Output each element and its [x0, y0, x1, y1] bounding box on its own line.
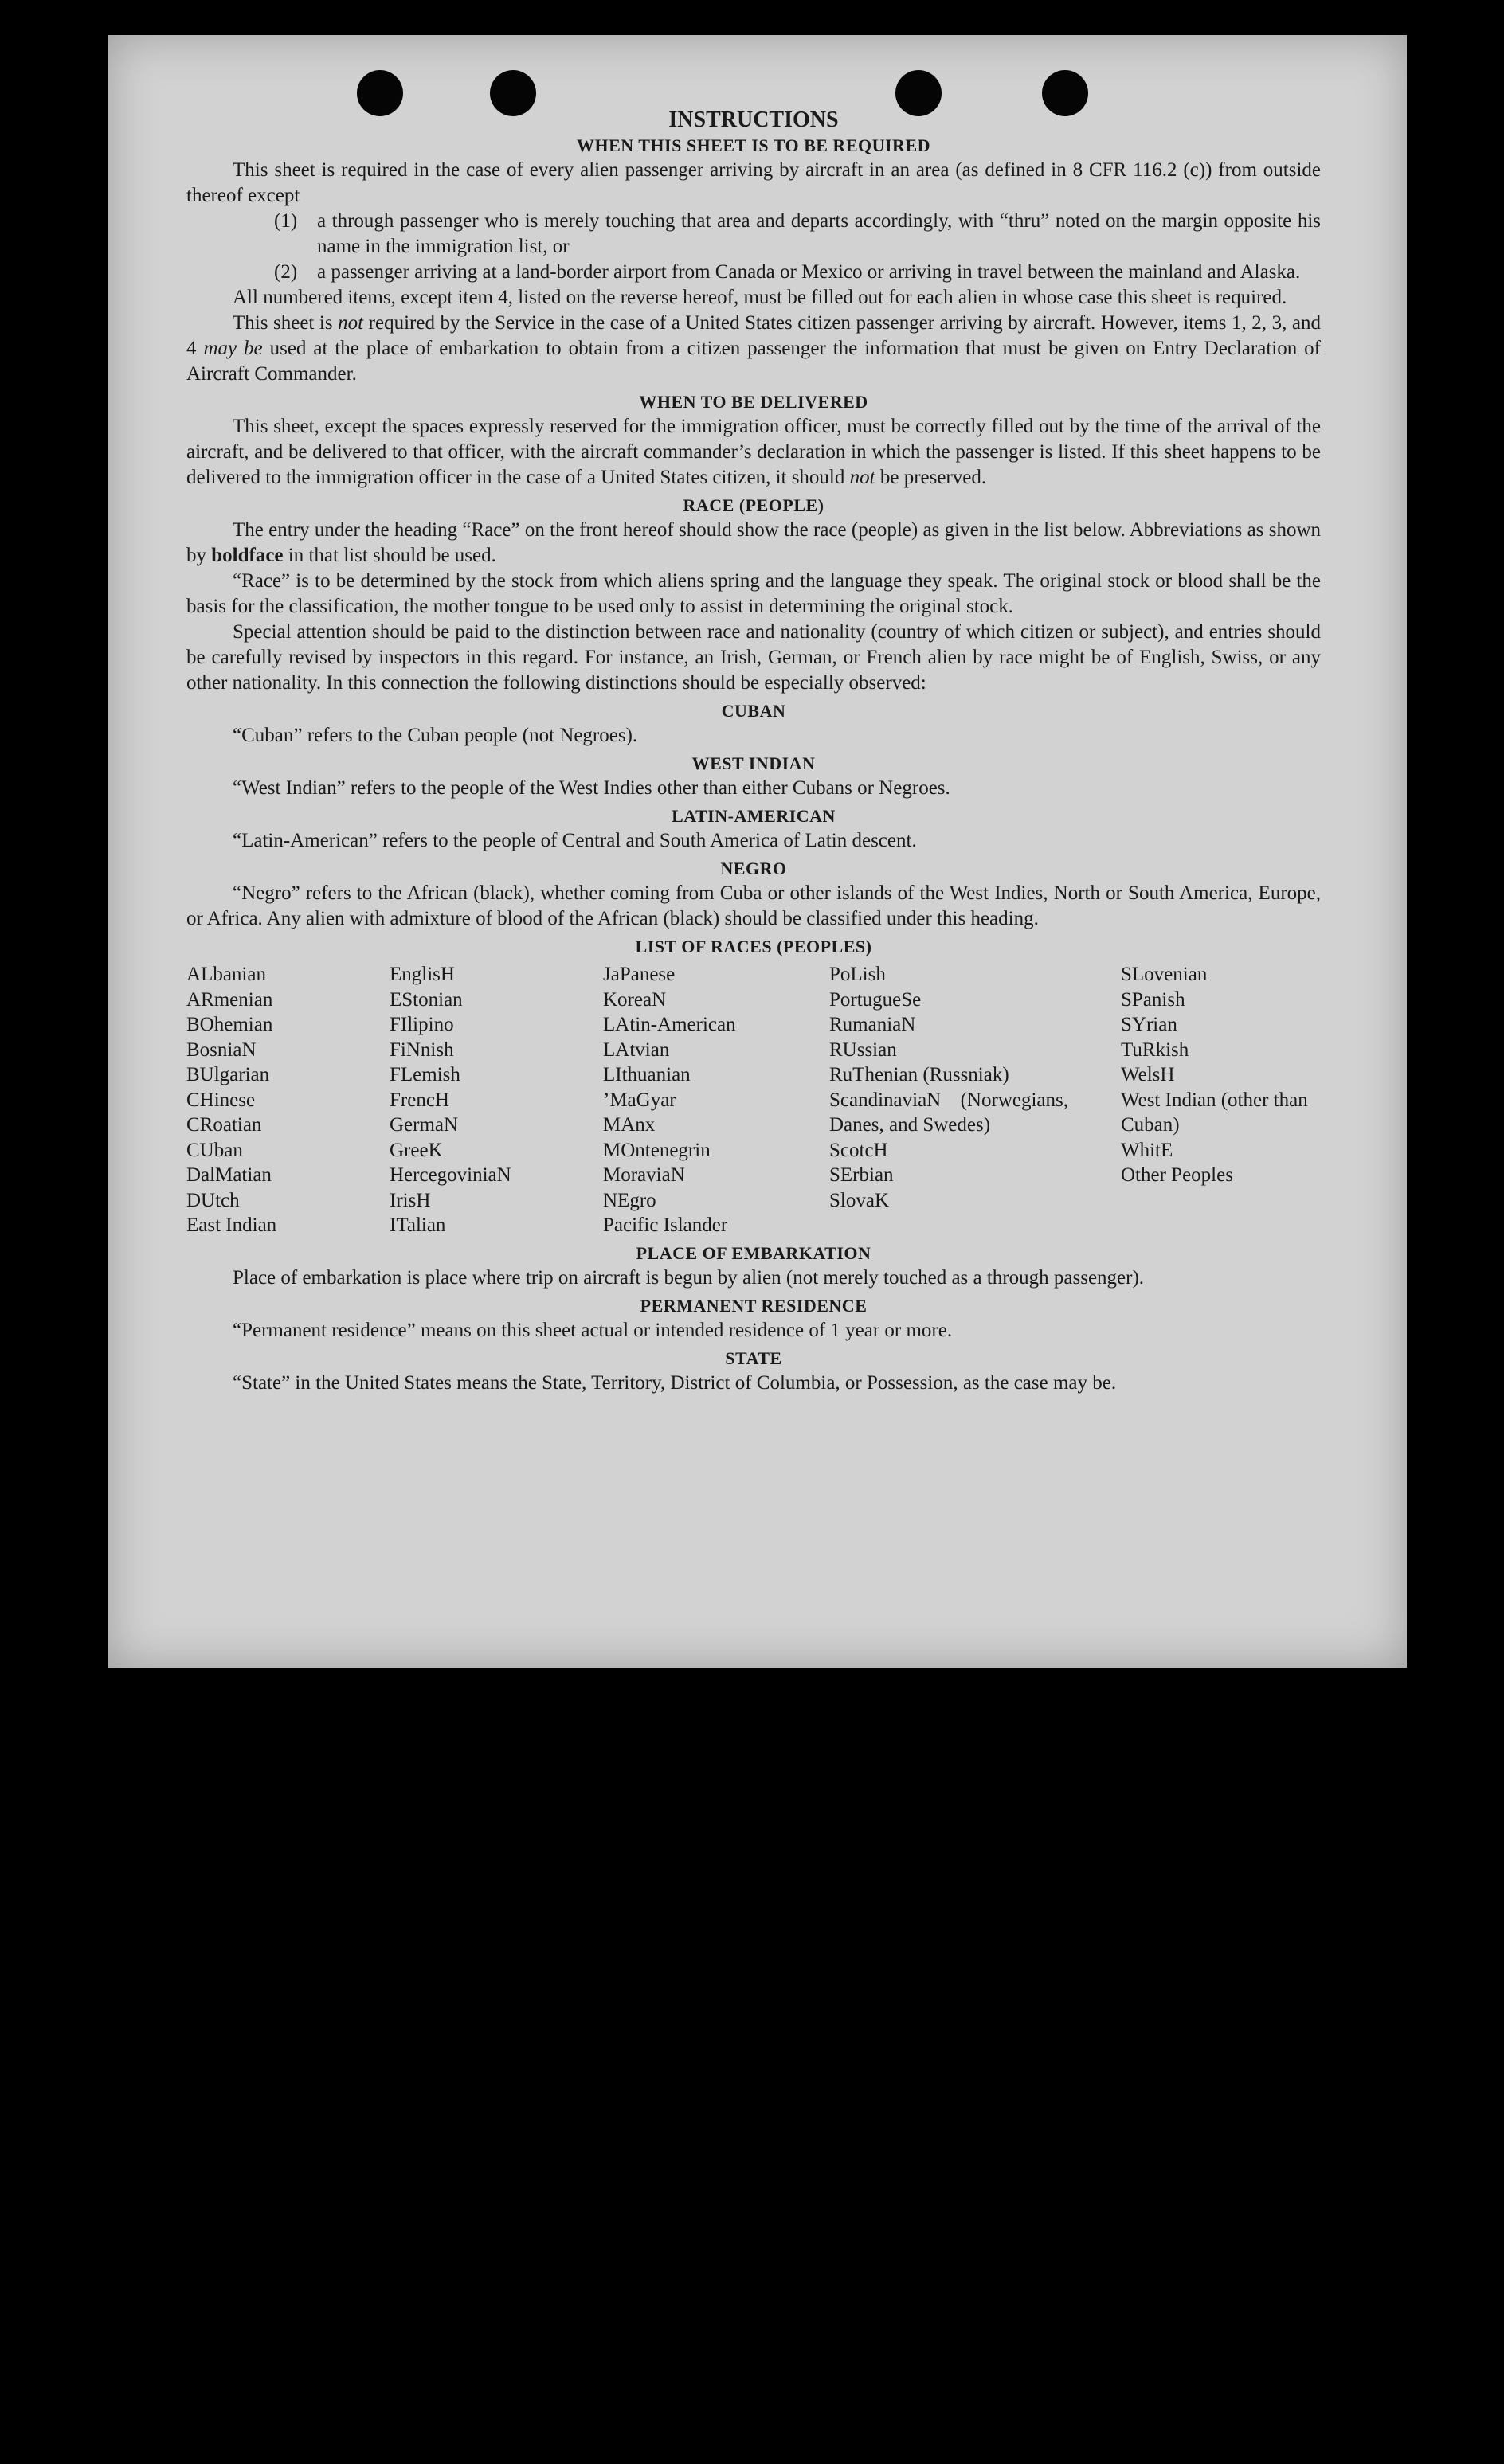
race-entry: MoraviaN [603, 1164, 685, 1186]
race-column [390, 962, 603, 1238]
race-entry: GreeK [390, 1139, 443, 1161]
race-entry: LAtvian [603, 1038, 670, 1061]
race-column [603, 962, 829, 1238]
race-column [1121, 962, 1321, 1238]
list-item [274, 209, 1321, 260]
race-column [829, 962, 1121, 1238]
race-entry: BOhemian [186, 1014, 273, 1035]
race-entry: FIlipino [390, 1014, 454, 1035]
race-entry: MAnx [603, 1114, 656, 1136]
race-entry: FLemish [390, 1064, 460, 1085]
list-number: (2) [274, 261, 298, 283]
race-entry: NEgro [603, 1189, 656, 1211]
race-entry: FrencH [390, 1089, 449, 1111]
paragraph: All numbered items, except item 4, listed on the reverse hereof, must be filled out for each alien in whose case this sheet is required. [233, 287, 1287, 308]
document-sheet [108, 35, 1407, 1668]
page-title: INSTRUCTIONS [668, 108, 839, 132]
race-entry: LAtin-American [603, 1014, 736, 1035]
text-run-bold: boldface [211, 545, 284, 566]
race-entry: SLovenian [1121, 964, 1208, 985]
race-column [186, 962, 390, 1238]
section-heading-latin-american: LATIN-AMERICAN [672, 806, 836, 826]
race-entry: PoLish [829, 964, 886, 985]
race-entry: DUtch [186, 1189, 240, 1211]
race-entry: BUlgarian [186, 1064, 270, 1085]
race-entry: Pacific Islander [603, 1214, 728, 1236]
race-entry: RumaniaN [829, 1014, 916, 1035]
race-entry: ARmenian [186, 988, 273, 1011]
section-heading-cuban: CUBAN [721, 701, 786, 721]
race-entry: ScotcH [829, 1139, 888, 1161]
text-run: This sheet, except the spaces expressly reserved for the immigration officer, must be correctly filled out by the time of the arrival of the aircraft, and be delivered to that officer, with the aircraft commander’s declaration in which the passenger is listed. If this sheet happens to be delivered to the immigration officer in the case of a United States citizen, it should [186, 416, 1321, 488]
race-entry: TuRkish [1121, 1038, 1189, 1061]
race-entry: WhitE [1121, 1139, 1173, 1161]
paragraph [186, 311, 1321, 387]
paragraph: “Race” is to be determined by the stock from which aliens spring and the language they speak. The original stock or blood shall be the basis for the classification, the mother tongue to be used only to assist in determining the original stock. [186, 570, 1321, 617]
race-entry: WelsH [1121, 1064, 1175, 1085]
race-entry: MOntenegrin [603, 1139, 711, 1161]
race-entry: ITalian [390, 1214, 446, 1236]
paragraph: This sheet is required in the case of every alien passenger arriving by aircraft in an area (as defined in 8 CFR 116.2 (c)) from outside thereof except [186, 159, 1321, 206]
race-entry: BosniaN [186, 1038, 257, 1061]
race-entry: RUssian [829, 1038, 897, 1061]
race-entry: West Indian (other than Cuban) [1121, 1089, 1308, 1136]
section-heading-embarkation: PLACE OF EMBARKATION [636, 1242, 871, 1263]
race-entry: CRoatian [186, 1114, 262, 1136]
text-run-italic: not [338, 312, 364, 334]
paragraph: “Permanent residence” means on this sheet actual or intended residence of 1 year or more. [233, 1319, 953, 1341]
race-entry: SErbian [829, 1164, 894, 1186]
paragraph [186, 518, 1321, 569]
section-heading-residence: PERMANENT RESIDENCE [640, 1295, 868, 1316]
text-run: required by the Service in the case of a United States citizen passenger arriving by aircraft. However, items 1, 2, 3, and 4 [186, 312, 1321, 359]
paragraph [186, 414, 1321, 491]
list-number: (1) [274, 210, 298, 232]
race-entry: CUban [186, 1139, 243, 1161]
section-heading-negro: NEGRO [720, 858, 787, 878]
race-entry: ’MaGyar [603, 1089, 676, 1111]
text-run: in that list should be used. [283, 545, 496, 566]
race-entry: IrisH [390, 1189, 431, 1211]
race-entry: ScandinaviaN (Norwegians, Danes, and Swedes) [829, 1089, 1068, 1136]
paragraph: “Latin-American” refers to the people of Central and South America of Latin descent. [233, 830, 917, 851]
text-run: be preserved. [875, 467, 987, 488]
race-entry: SYrian [1121, 1014, 1177, 1035]
list-text: a through passenger who is merely touching that area and departs accordingly, with “thru” noted on the margin opposite his name in the immigration list, or [317, 210, 1321, 257]
race-entry: DalMatian [186, 1164, 272, 1186]
race-entry: SPanish [1121, 988, 1185, 1011]
race-entry: EStonian [390, 988, 463, 1011]
text-run-italic: not [849, 467, 875, 488]
text-run: used at the place of embarkation to obtain from a citizen passenger the information that must be given on Entry Declaration of Aircraft Commander. [186, 338, 1322, 385]
race-entry: PortugueSe [829, 988, 922, 1011]
paragraph: Place of embarkation is place where trip on aircraft is begun by alien (not merely touched as a through passenger). [233, 1266, 1145, 1289]
race-entry: JaPanese [603, 964, 676, 985]
race-list [186, 962, 1321, 1238]
race-entry: GermaN [390, 1114, 459, 1136]
race-entry: CHinese [186, 1089, 256, 1111]
paragraph: Special attention should be paid to the distinction between race and nationality (country of which citizen or subject), and entries should be carefully revised by inspectors in this regard. For instance, an Irish, German, or French alien by race might be of English, Swiss, or any other nationality. In this connection the following distinctions should be especially observed: [186, 621, 1321, 694]
race-entry: RuThenian (Russniak) [829, 1064, 1009, 1085]
race-entry: HercegoviniaN [390, 1164, 511, 1186]
instructions-body [186, 107, 1321, 1396]
paragraph: “Cuban” refers to the Cuban people (not Negroes). [233, 725, 638, 746]
paragraph: “Negro” refers to the African (black), whether coming from Cuba or other islands of the West Indies, North or South America, Europe, or Africa. Any alien with admixture of blood of the African (black) should be classified under this heading. [186, 882, 1321, 929]
section-heading-west-indian: WEST INDIAN [691, 753, 816, 773]
race-entry: KoreaN [603, 988, 667, 1011]
list-item [274, 260, 1321, 285]
text-run: This sheet is [233, 312, 339, 334]
section-heading-state: STATE [725, 1347, 782, 1368]
race-entry: Other Peoples [1121, 1164, 1233, 1186]
paragraph: “State” in the United States means the State, Territory, District of Columbia, or Possession, as the case may be. [233, 1371, 1117, 1394]
text-run: The entry under the heading “Race” on the front hereof should show the race (people) as given in the list below. Abbreviations as shown by [186, 519, 1321, 566]
race-entry: LIthuanian [603, 1064, 691, 1085]
race-entry: ALbanian [186, 964, 266, 985]
race-entry: FiNnish [390, 1038, 454, 1061]
race-entry: East Indian [186, 1214, 277, 1236]
section-heading-when-delivered: WHEN TO BE DELIVERED [639, 392, 868, 412]
section-heading-race: RACE (PEOPLE) [683, 495, 824, 515]
list-text: a passenger arriving at a land-border airport from Canada or Mexico or arriving in travel between the mainland and Alaska. [317, 261, 1301, 283]
section-heading-when-required: WHEN THIS SHEET IS TO BE REQUIRED [576, 135, 931, 155]
race-entry: EnglisH [390, 964, 455, 985]
text-run-italic: may be [203, 338, 263, 359]
race-entry: SlovaK [829, 1189, 889, 1211]
section-heading-list-of-races: LIST OF RACES (PEOPLES) [635, 937, 872, 956]
paragraph: “West Indian” refers to the people of the West Indies other than either Cubans or Negroes. [233, 777, 950, 799]
